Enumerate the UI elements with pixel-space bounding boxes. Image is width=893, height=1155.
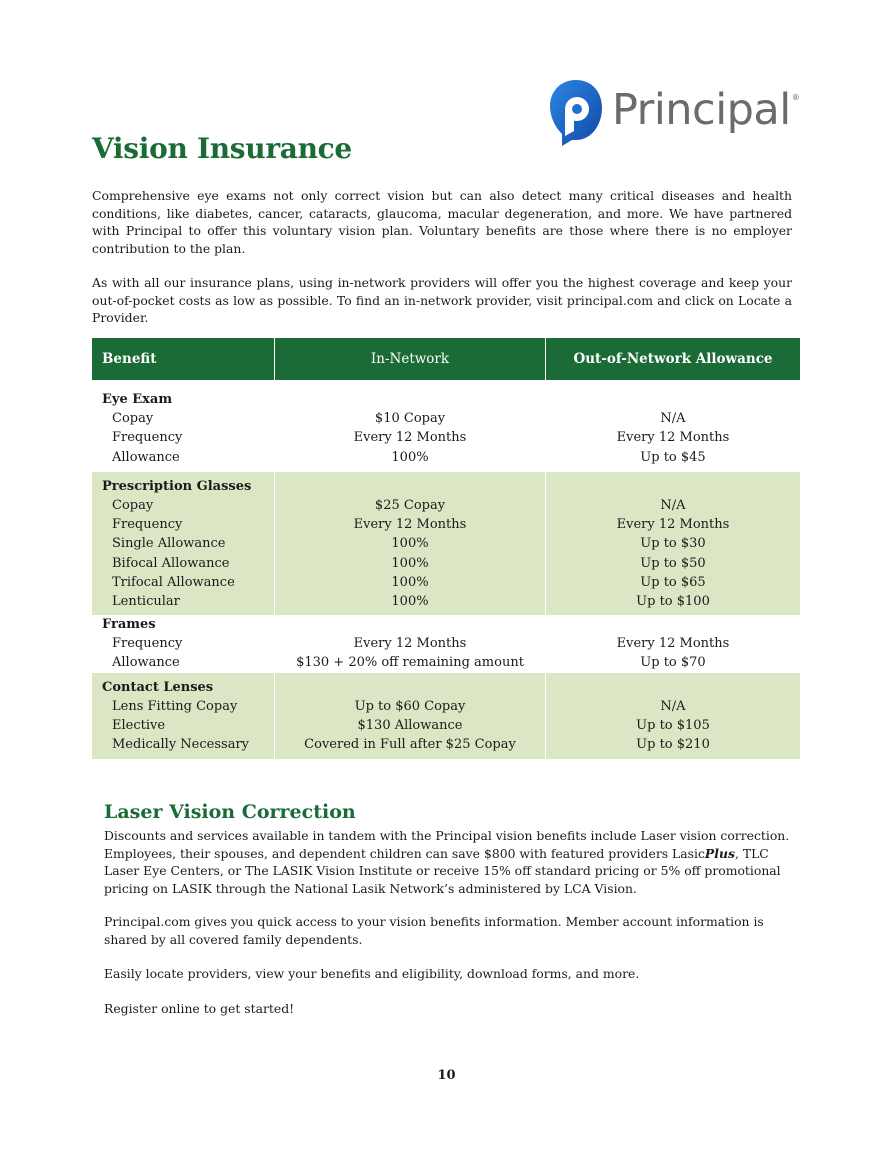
group-title: Frames xyxy=(102,617,156,633)
out-of-network-value: Up to $30 xyxy=(640,536,706,552)
out-of-network-value: Every 12 Months xyxy=(616,636,730,652)
header-out-of-network: Out-of-Network Allowance xyxy=(546,338,801,380)
group-title: Contact Lenses xyxy=(102,679,214,695)
out-of-network-value: Up to $65 xyxy=(640,574,706,590)
out-of-network-value: Every 12 Months xyxy=(616,430,730,446)
in-network-value: $10 Copay xyxy=(374,411,446,427)
group-eye-exam xyxy=(92,380,800,472)
benefit-label: Frequency xyxy=(112,430,183,446)
benefit-label: Trifocal Allowance xyxy=(112,574,235,590)
laser-paragraph-4: Register online to get started! xyxy=(104,1001,295,1016)
out-of-network-value: Up to $70 xyxy=(640,655,706,671)
benefit-label: Copay xyxy=(112,497,154,513)
laser-section-title: Laser Vision Correction xyxy=(104,801,356,823)
out-of-network-value: Every 12 Months xyxy=(616,517,730,533)
in-network-value: $130 Allowance xyxy=(357,718,463,733)
in-network-value: 100% xyxy=(391,574,429,590)
out-of-network-value: Up to $105 xyxy=(636,718,710,733)
in-network-value: Every 12 Months xyxy=(353,636,467,652)
group-title: Eye Exam xyxy=(102,392,173,407)
out-of-network-value: Up to $45 xyxy=(640,449,706,465)
logo-registered-mark: ® xyxy=(791,92,800,102)
out-of-network-value: N/A xyxy=(660,411,686,427)
page-number: 10 xyxy=(437,1068,456,1083)
header-in-network: In-Network xyxy=(275,338,546,380)
intro-paragraph-1: Comprehensive eye exams not only correct vision but can also detect many critical diseases and health conditions, like diabetes, cancer, cataracts, glaucoma, macular degeneration, and more. We have partnered with Principal to offer this voluntary vision plan. Voluntary benefits are those where there is no employer contribution to the plan. xyxy=(92,188,792,256)
benefit-label: Frequency xyxy=(112,636,183,652)
intro-paragraph-2: As with all our insurance plans, using in-network providers will offer you the highest coverage and keep your out-of-pocket costs as low as possible. To find an in-network provider, visit principal.com and click on Locate a Provider. xyxy=(92,275,792,325)
benefit-label: Allowance xyxy=(112,655,180,671)
in-network-value: $130 + 20% off remaining amount xyxy=(296,655,524,671)
group-title: Prescription Glasses xyxy=(102,478,252,494)
in-network-value: Every 12 Months xyxy=(353,430,467,446)
logo-wordmark: Principal xyxy=(612,84,791,135)
benefits-table xyxy=(92,338,800,759)
in-network-value: 100% xyxy=(391,555,429,571)
principal-logo xyxy=(548,78,800,148)
group-prescription-glasses xyxy=(92,472,800,615)
benefit-label: Medically Necessary xyxy=(112,737,250,753)
group-contact-lenses xyxy=(92,673,800,760)
group-frames xyxy=(92,615,800,673)
out-of-network-value: N/A xyxy=(660,698,686,714)
benefit-label: Bifocal Allowance xyxy=(112,555,230,571)
benefit-label: Frequency xyxy=(112,517,183,533)
benefit-label: Lenticular xyxy=(112,593,180,609)
benefit-label: Copay xyxy=(112,411,154,427)
header-benefit: Benefit xyxy=(92,338,275,380)
out-of-network-value: Up to $210 xyxy=(636,737,710,753)
benefit-label: Lens Fitting Copay xyxy=(112,698,238,714)
benefit-label: Single Allowance xyxy=(112,536,226,552)
laser-text-a: Discounts and services available in tandem with the Principal vision benefits include Laser vision correction. Employees, their spouses, and dependent children can save $800 with featured providers Lasic xyxy=(104,828,790,861)
in-network-value: Up to $60 Copay xyxy=(354,698,466,714)
out-of-network-value: Up to $50 xyxy=(640,555,706,571)
laser-paragraph-1 xyxy=(104,827,804,897)
in-network-value: 100% xyxy=(391,536,429,552)
in-network-value: Every 12 Months xyxy=(353,517,467,533)
page-title: Vision Insurance xyxy=(92,132,352,165)
in-network-value: $25 Copay xyxy=(374,497,446,513)
laser-paragraph-2: Principal.com gives you quick access to your vision benefits information. Member account information is shared by all covered family dependents. xyxy=(104,914,764,947)
out-of-network-value: N/A xyxy=(660,497,686,513)
laser-text-b: , TLC Laser Eye Centers, or The LASIK Vision Institute or receive 15% off standard pricing or 5% off promotional pricing on LASIK through the National Lasik Network’s administered by LCA Vision. xyxy=(104,845,781,896)
principal-logo-icon xyxy=(548,78,604,148)
laser-paragraph-3: Easily locate providers, view your benefits and eligibility, download forms, and more. xyxy=(104,966,640,981)
in-network-value: Covered in Full after $25 Copay xyxy=(304,737,516,753)
in-network-value: 100% xyxy=(391,449,429,465)
table-header-row xyxy=(92,338,800,380)
benefit-label: Allowance xyxy=(112,449,180,465)
in-network-value: 100% xyxy=(391,593,429,609)
benefit-label: Elective xyxy=(112,718,166,733)
lasic-plus-emphasis: Plus xyxy=(704,845,735,861)
out-of-network-value: Up to $100 xyxy=(636,593,710,609)
